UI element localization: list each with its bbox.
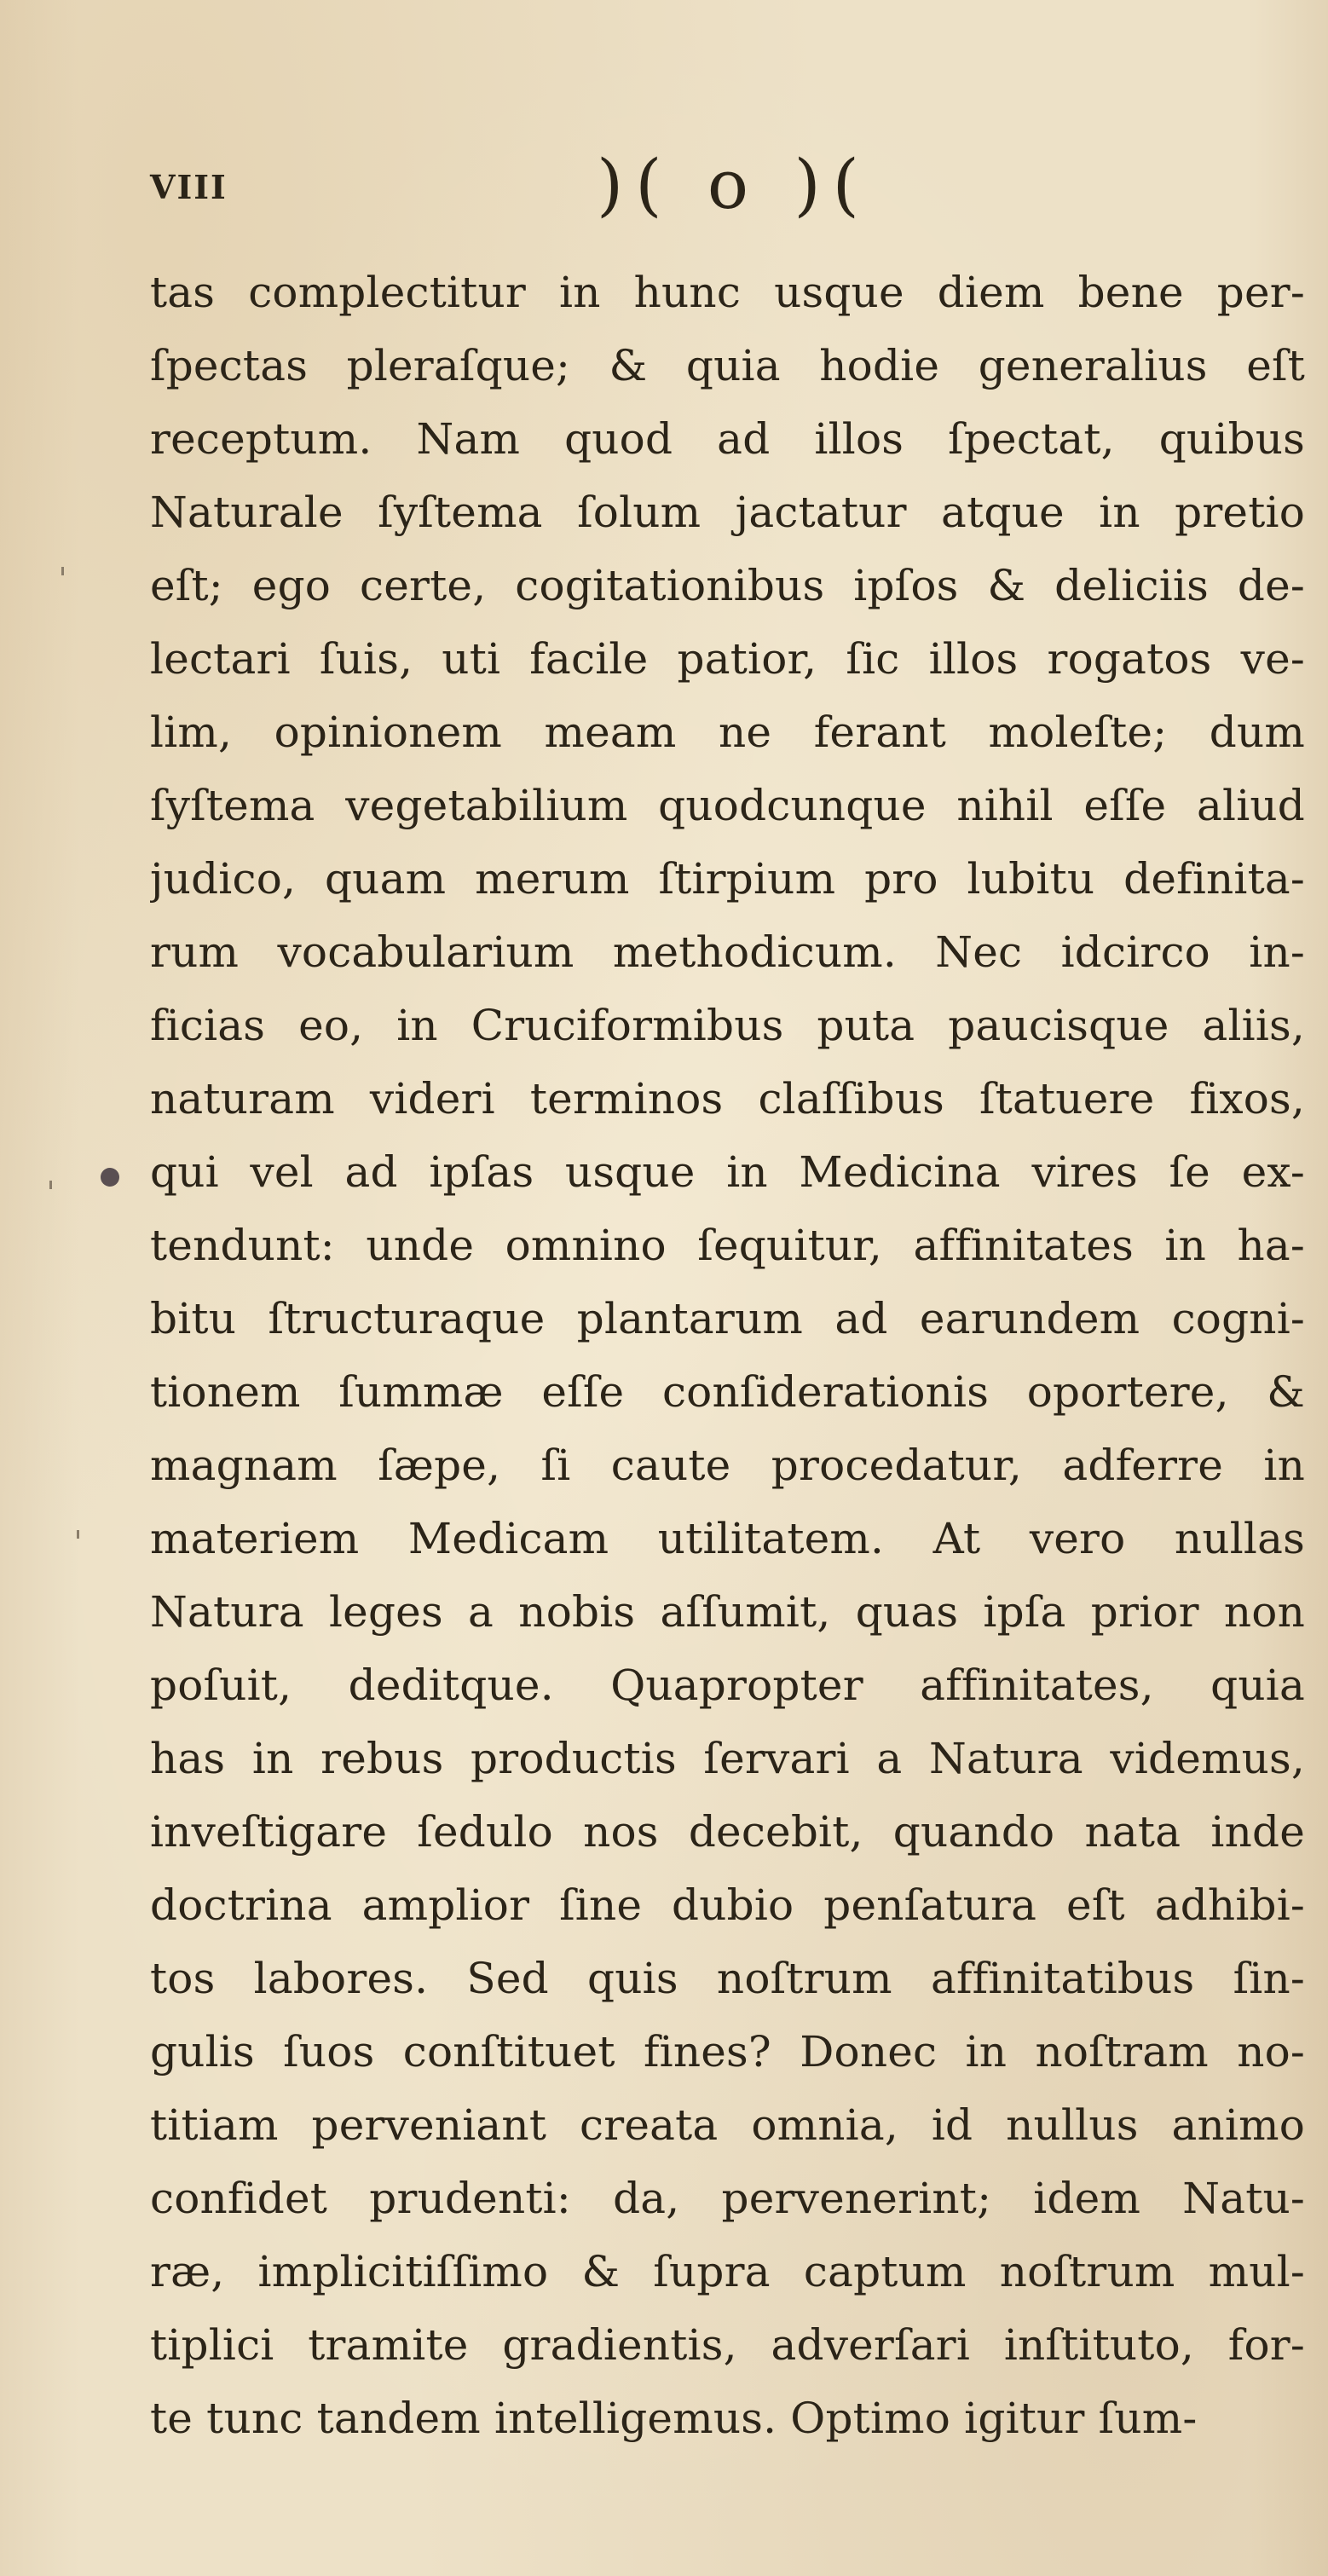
text-line: tiplici tramite gradientis, adverſari inſtituto, for- — [150, 2320, 1305, 2370]
margin-mark — [77, 1530, 79, 1539]
text-line: tas complectitur in hunc usque diem bene per- — [150, 268, 1305, 317]
text-line: materiem Medicam utilitatem. At vero nullas — [150, 1514, 1305, 1563]
text-line: eſt; ego certe, cogitationibus ipſos & deliciis de- — [150, 561, 1305, 610]
text-line: tos labores. Sed quis noſtrum affinitatibus ſin- — [150, 1954, 1305, 2003]
text-line: qui vel ad ipſas usque in Medicina vires ſe ex- — [150, 1147, 1305, 1197]
margin-mark — [61, 567, 64, 575]
text-line: doctrina amplior ſine dubio penſatura eſt adhibi- — [150, 1880, 1305, 1930]
text-line: tionem ſummæ eſſe conſiderationis oportere, & — [150, 1367, 1305, 1417]
text-line: ræ, implicitiſſimo & ſupra captum noſtrum mul- — [150, 2247, 1305, 2296]
page-header — [0, 145, 1328, 226]
text-line: gulis ſuos conſtituet fines? Donec in noſtram no- — [150, 2027, 1305, 2076]
text-line: ſyſtema vegetabilium quodcunque nihil eſſe aliud — [150, 781, 1305, 830]
text-line: magnam ſæpe, ſi caute procedatur, adferre in — [150, 1441, 1305, 1490]
body-text — [150, 256, 1305, 2455]
text-line: ficias eo, in Cruciformibus puta paucisque aliis, — [150, 1001, 1305, 1050]
page-number: VIII — [150, 168, 228, 206]
text-line: rum vocabularium methodicum. Nec idcirco in- — [150, 927, 1305, 977]
text-line: lim, opinionem meam ne ferant moleſte; dum — [150, 708, 1305, 757]
text-line: naturam videri terminos claſſibus ſtatuere fixos, — [150, 1074, 1305, 1123]
text-line: Natura leges a nobis aſſumit, quas ipſa prior non — [150, 1587, 1305, 1637]
text-line: has in rebus productis ſervari a Natura videmus, — [150, 1734, 1305, 1783]
margin-mark — [49, 1181, 52, 1189]
text-line: poſuit, deditque. Quapropter affinitates, quia — [150, 1661, 1305, 1710]
text-line: confidet prudenti: da, pervenerint; idem Natu- — [150, 2174, 1305, 2223]
text-line: tendunt: unde omnino ſequitur, affinitates in ha- — [150, 1221, 1305, 1270]
text-line: Naturale ſyſtema ſolum jactatur atque in pretio — [150, 488, 1305, 537]
text-line: bitu ſtructuraque plantarum ad earundem cogni- — [150, 1294, 1305, 1343]
text-line: ſpectas pleraſque; & quia hodie generalius eſt — [150, 341, 1305, 390]
text-line: te tunc tandem intelligemus. Optimo igitur ſum- — [150, 2394, 1198, 2443]
text-line: inveſtigare ſedulo nos decebit, quando nata inde — [150, 1807, 1305, 1857]
text-line: judico, quam merum ſtirpium pro lubitu definita- — [150, 854, 1305, 904]
text-line: titiam perveniant creata omnia, id nullus animo — [150, 2100, 1305, 2150]
text-line: receptum. Nam quod ad illos ſpectat, quibus — [150, 414, 1305, 464]
margin-ink-dot — [101, 1168, 119, 1187]
text-line: lectari ſuis, uti facile patior, ſic illos rogatos ve- — [150, 634, 1305, 684]
header-ornament: )( o )( — [597, 145, 871, 224]
